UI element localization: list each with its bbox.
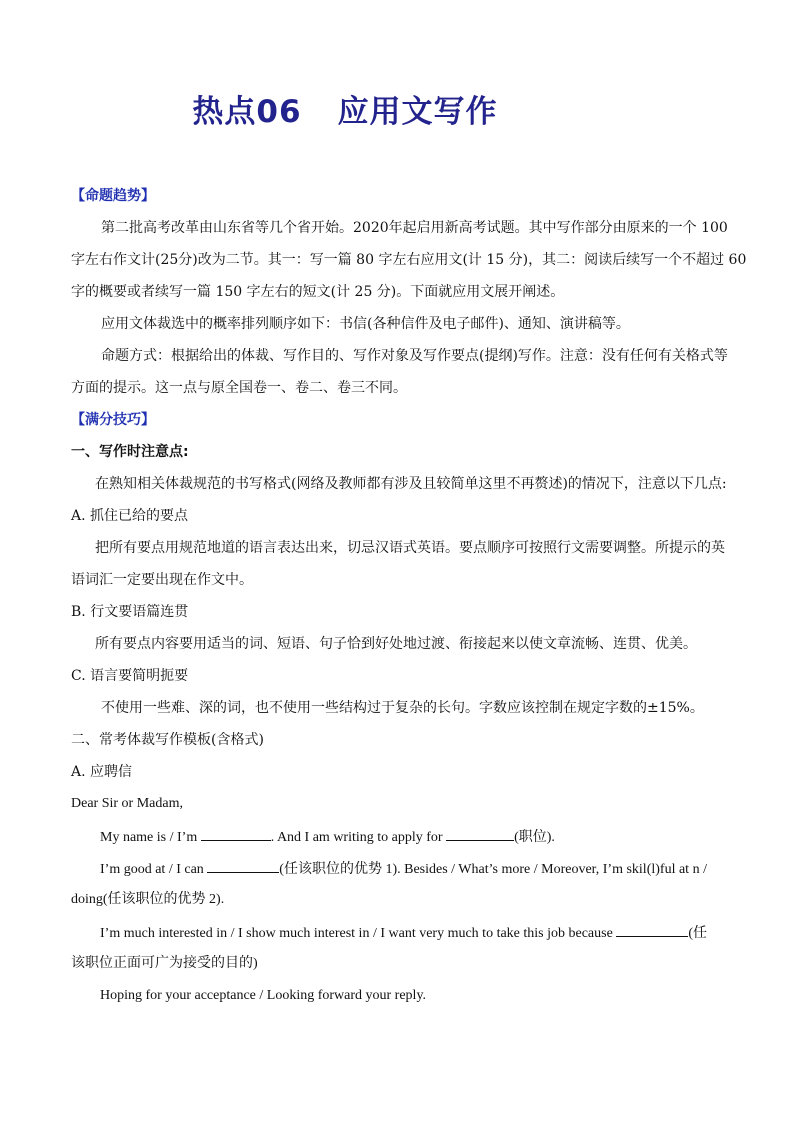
notes-intro: 在熟知相关体裁规范的书写格式(网络及教师都有涉及且较简单这里不再赘述)的情况下，注意以下几点: xyxy=(95,476,727,492)
template-a-heading: A. 应聘信 xyxy=(71,764,133,780)
title-part2: 应用文写作 xyxy=(337,94,498,130)
letter-line-2 xyxy=(100,858,707,880)
letter-text: (职位). xyxy=(514,830,555,845)
point-b-text: 所有要点内容要用适当的词、短语、句子恰到好处地过渡、衔接起来以使文章流畅、连贯、优美。 xyxy=(95,636,697,652)
letter-text: (任该职位的优势 1). Besides / What’s more / Moreover, I’m skil(l)ful at n / xyxy=(279,862,707,877)
trend-paragraph-line: 命题方式：根据给出的体裁、写作目的、写作对象及写作要点(提纲)写作。注意：没有任何有关格式等 xyxy=(101,348,728,364)
letter-text: My name is / I’m xyxy=(100,830,198,845)
letter-closing: Hoping for your acceptance / Looking forward your reply. xyxy=(100,988,427,1003)
letter-line-3-cont: 该职位正面可广为接受的目的) xyxy=(71,956,258,971)
section-heading-tips: 【满分技巧】 xyxy=(71,412,155,428)
fill-blank xyxy=(446,826,514,841)
point-a-text-line: 把所有要点用规范地道的语言表达出来，切忌汉语式英语。要点顺序可按照行文需要调整。所提示的英 xyxy=(95,540,725,556)
letter-text: . And I am writing to apply for xyxy=(270,830,443,845)
letter-line-1 xyxy=(100,826,555,848)
subheading-templates: 二、常考体裁写作模板(含格式) xyxy=(71,732,264,748)
trend-paragraph-line: 第二批高考改革由山东省等几个省开始。2020年起启用新高考试题。其中写作部分由原来的一个 100 xyxy=(101,220,728,236)
trend-paragraph-line: 方面的提示。这一点与原全国卷一、卷二、卷三不同。 xyxy=(71,380,407,396)
trend-paragraph-2: 应用文体裁选中的概率排列顺序如下：书信(各种信件及电子邮件)、通知、演讲稿等。 xyxy=(101,316,630,332)
point-c-heading: C. 语言要简明扼要 xyxy=(71,668,189,684)
point-a-heading: A. 抓住已给的要点 xyxy=(71,508,189,524)
subheading-notes: 一、写作时注意点: xyxy=(71,444,189,460)
trend-paragraph-line: 字左右作文计(25分)改为二节。其一：写一篇 80 字左右应用文(计 15 分)，其二：阅读后续写一个不超过 60 xyxy=(71,252,747,268)
page-title xyxy=(0,86,690,131)
point-b-heading: B. 行文要语篇连贯 xyxy=(71,604,189,620)
fill-blank xyxy=(201,826,271,841)
trend-paragraph-line: 字的概要或者续写一篇 150 字左右的短文(计 25 分)。下面就应用文展开阐述。 xyxy=(71,284,565,300)
letter-text: (任 xyxy=(688,926,707,941)
point-c-text: 不使用一些难、深的词，也不使用一些结构过于复杂的长句。字数应该控制在规定字数的±15%。 xyxy=(101,700,704,716)
section-heading-trend: 【命题趋势】 xyxy=(71,188,155,204)
point-a-text-line: 语词汇一定要出现在作文中。 xyxy=(71,572,253,588)
letter-line-3 xyxy=(100,922,707,944)
letter-text: I’m much interested in / I show much interest in / I want very much to take this job because xyxy=(100,926,613,941)
fill-blank xyxy=(616,922,688,937)
letter-text: I’m good at / I can xyxy=(100,862,204,877)
title-part1: 热点06 xyxy=(192,94,302,130)
letter-salutation: Dear Sir or Madam, xyxy=(71,796,183,811)
letter-line-2-cont: doing(任该职位的优势 2). xyxy=(71,892,225,907)
fill-blank xyxy=(207,858,279,873)
